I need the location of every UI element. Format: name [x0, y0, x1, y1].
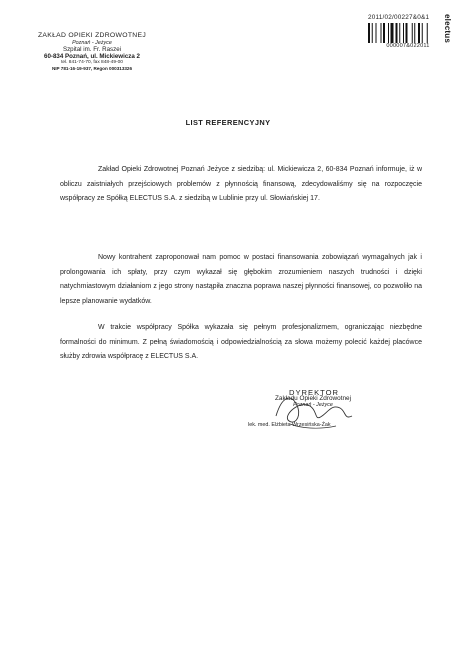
stamp-line-district: Poznań - Jeżyce — [72, 39, 112, 46]
paragraph-text: Zakład Opieki Zdrowotnej Poznań Jeżyce z siedzibą: ul. Mickiewicza 2, 60-834 Poznań informuje, iż w obliczu zaistniałych przejściowych problemów z płynnością finansową, zdecydowaliśmy się na rozpoczęcie współpracy ze Spółką ELECTUS S.A. z siedzibą w Lublinie przy ul. Słowiańskiej 17. — [60, 166, 422, 203]
paragraph-3 — [60, 321, 422, 365]
barcode-block — [368, 14, 448, 49]
paragraph-text: Nowy kontrahent zaproponował nam pomoc w postaci finansowania zobowiązań wymagalnych jak i prolongowania ich spłaty, przy czym wykazał się głębokim zrozumieniem naszych trudności i dzięki natychmiastowym działaniom z jego strony nastąpiła znaczna poprawa naszej płynności finansowej, co pozwoliło na lepsze planowanie wydatków. — [60, 254, 422, 305]
handwritten-signature-icon — [270, 386, 360, 434]
stamp-line-institution: ZAKŁAD OPIEKI ZDROWOTNEJ — [37, 32, 147, 39]
stamp-line-hospital: Szpital im. Fr. Raszei — [62, 46, 122, 54]
barcode-icon — [368, 23, 446, 43]
signature-city: Poznań - Jeżyce — [293, 402, 333, 408]
paragraph-2 — [60, 251, 422, 309]
signatory-name: lek. med. Elżbieta Wrzesińska-Żak — [248, 422, 331, 428]
stamp-line-nip: NIP 781-16-19-937, Regon 000313326 — [51, 65, 133, 71]
barcode-number: 000007&022011 — [386, 43, 430, 49]
side-brand-logo: electus — [443, 14, 452, 43]
letter-title: LIST REFERENCYJNY — [185, 118, 271, 127]
signature-block — [248, 388, 368, 428]
institution-stamp — [32, 32, 152, 71]
paragraph-1 — [60, 163, 422, 207]
stamp-line-address: 60-834 Poznań, ul. Mickiewicza 2 — [44, 53, 140, 61]
signature-title: DYREKTOR — [288, 388, 340, 397]
signature-institution: Zakładu Opieki Zdrowotnej — [274, 395, 351, 402]
stamp-line-phone: tel. 841-74-70, fax 848-49-00 — [61, 60, 123, 66]
barcode-reference: 2011/02/00227&0&1 — [368, 14, 430, 21]
paragraph-text: W trakcie współpracy Spółka wykazała się pełnym profesjonalizmem, ograniczając niezbędne formalności do minimum. Z pełną świadomością i odpowiedzialnością za słowa możemy polecić każdej placówce służby zdrowia współpracę z ELECTUS S.A. — [60, 324, 422, 361]
